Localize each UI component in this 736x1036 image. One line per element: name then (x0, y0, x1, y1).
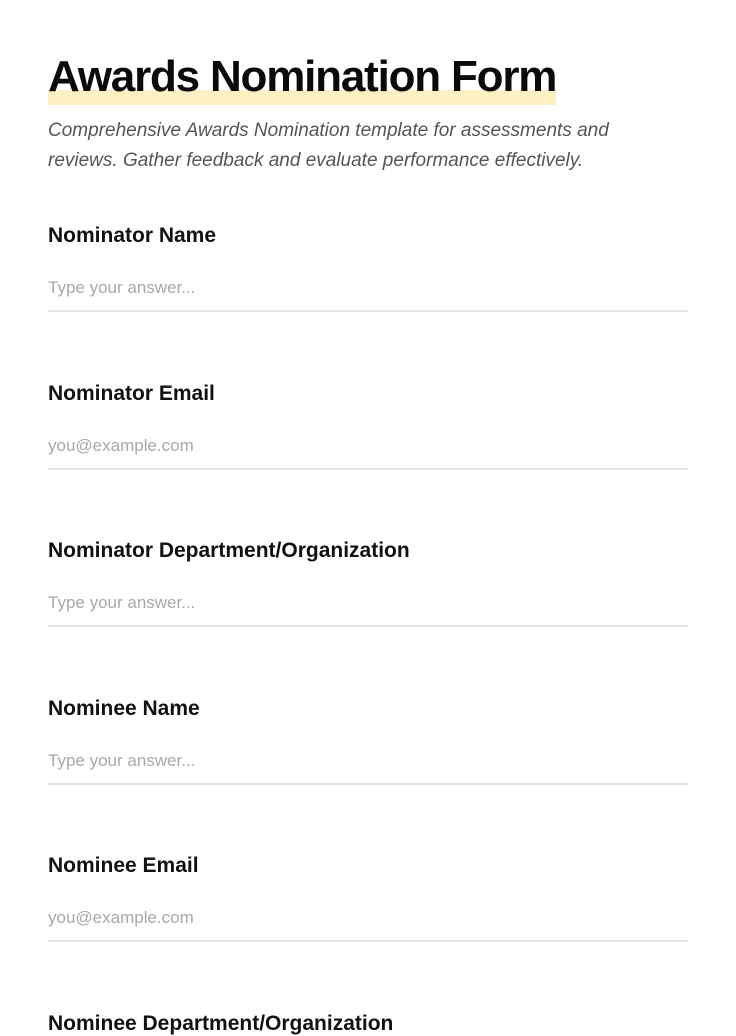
form-title-wrapper (48, 52, 556, 102)
nominee-email-input[interactable] (48, 896, 688, 942)
field-label: Nominator Email (48, 382, 215, 405)
nominator-name-input[interactable] (48, 266, 688, 312)
nominee-name-input[interactable] (48, 739, 688, 785)
field-label: Nominee Department/Organization (48, 1012, 394, 1035)
form-title: Awards Nomination Form (48, 52, 557, 101)
field-label: Nominator Name (48, 224, 217, 247)
field-label: Nominator Department/Organization (48, 539, 410, 562)
nominator-email-input[interactable] (48, 424, 688, 470)
field-label: Nominee Name (48, 697, 200, 720)
nominator-department-input[interactable] (48, 581, 688, 627)
form-description: Comprehensive Awards Nomination template for assessments and reviews. Gather feedback and evaluate performance effectively. (48, 120, 609, 171)
field-label: Nominee Email (48, 854, 199, 877)
